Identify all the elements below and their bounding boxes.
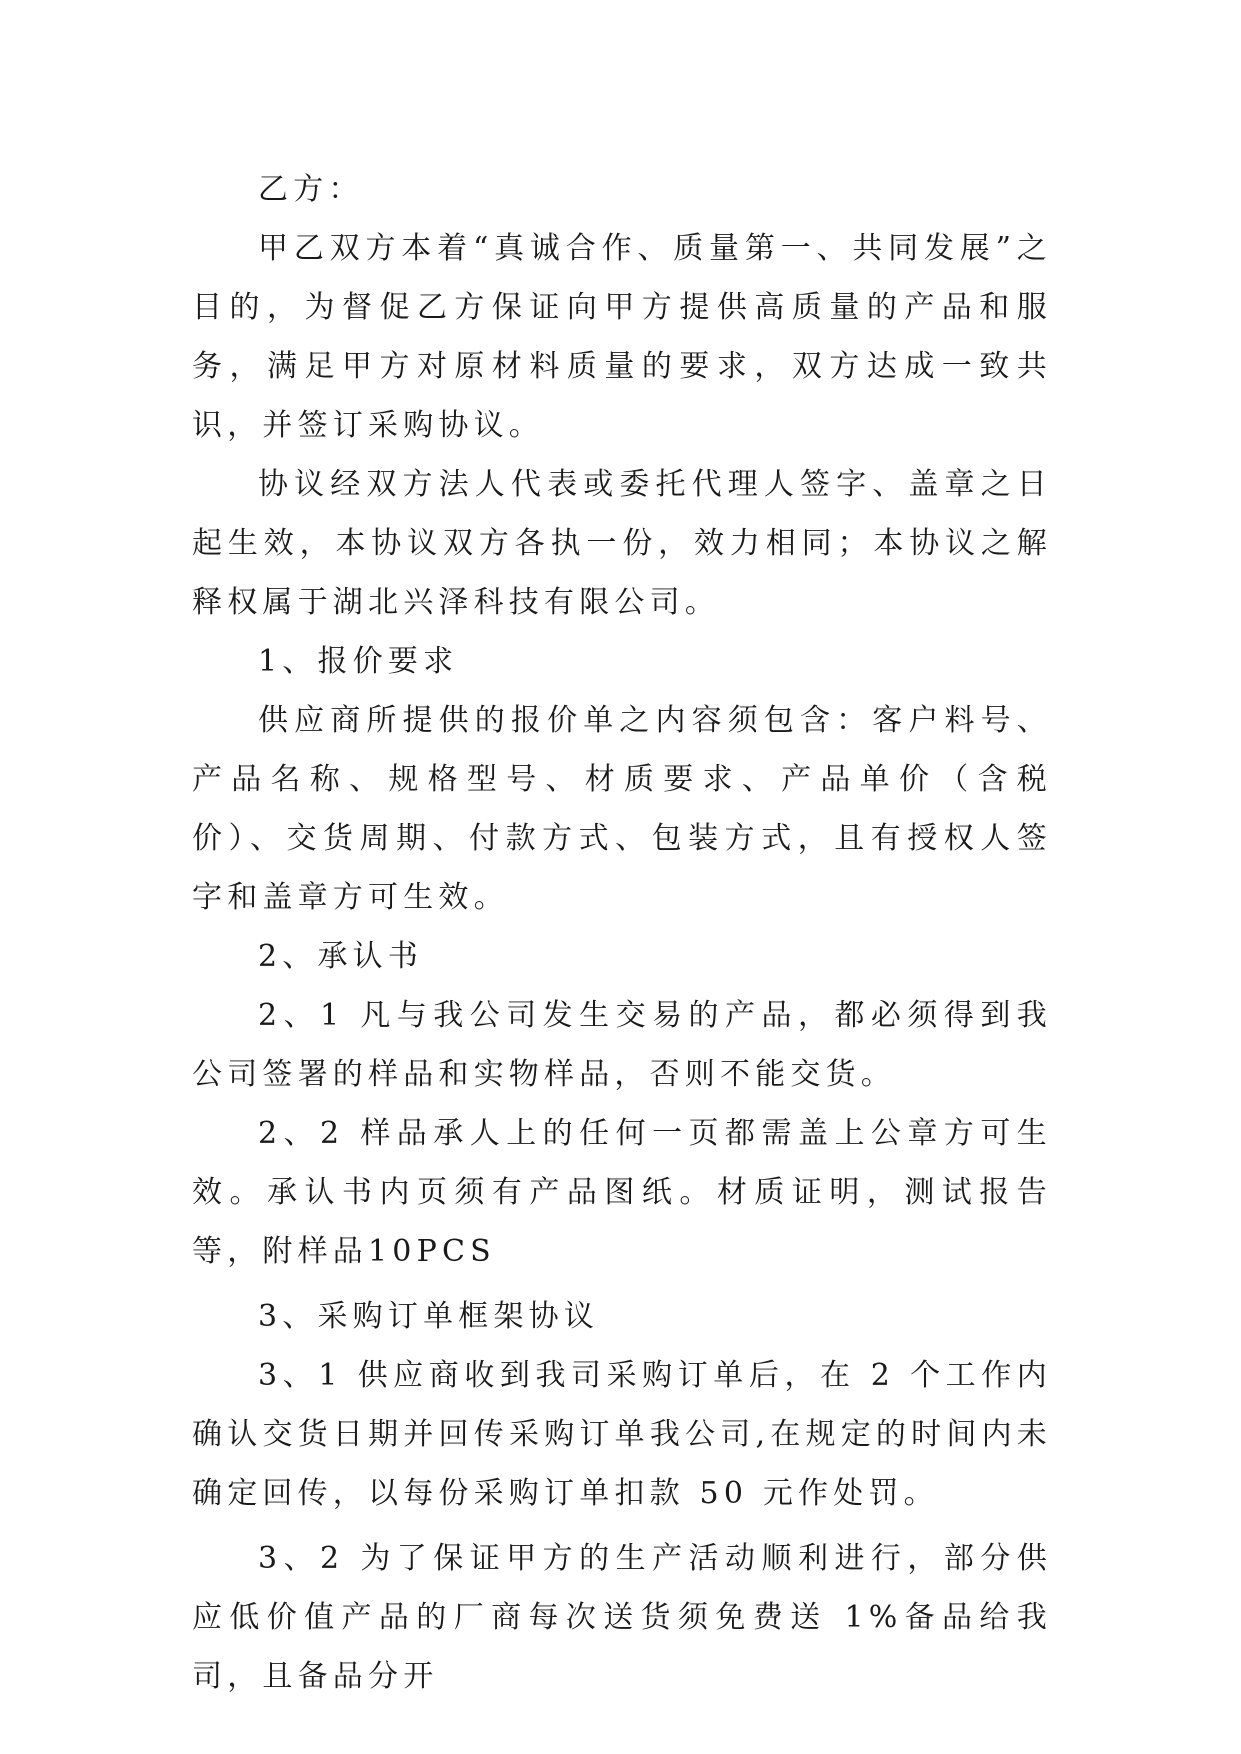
section-heading-quotation: 1、报价要求 [258,644,459,679]
paragraph-order-3-1: 3、1 供应商收到我司采购订单后，在 2 个工作内确认交货日期并回传采购订单我公司,在规定的时间内未确定回传，以每份采购订单扣款 50 元作处罚。 [192,1358,1052,1511]
document-body [192,160,1052,1706]
section-heading-approval: 2、承认书 [258,939,424,974]
paragraph-effectiveness: 协议经双方法人代表或委托代理人签字、盖章之日起生效，本协议双方各执一份，效力相同；本协议之解释权属于湖北兴泽科技有限公司。 [192,467,1052,620]
paragraph-purpose: 甲乙双方本着“真诚合作、质量第一、共同发展”之目的，为督促乙方保证向甲方提供高质量的产品和服务，满足甲方对原材料质量的要求，双方达成一致共识，并签订采购协议。 [192,231,1052,443]
paragraph-approval-2-1: 2、1 凡与我公司发生交易的产品，都必须得到我公司签署的样品和实物样品，否则不能交货。 [192,998,1052,1092]
section-heading-purchase-order: 3、采购订单框架协议 [258,1299,600,1334]
paragraph-order-3-2: 3、2 为了保证甲方的生产活动顺利进行，部分供应低价值产品的厂商每次送货须免费送 1%备品给我司，且备品分开 [192,1541,1052,1694]
paragraph-approval-2-2: 2、2 样品承人上的任何一页都需盖上公章方可生效。承认书内页须有产品图纸。材质证明，测试报告等，附样品10PCS [192,1116,1052,1269]
paragraph-quotation: 供应商所提供的报价单之内容须包含：客户料号、产品名称、规格型号、材质要求、产品单价（含税价）、交货周期、付款方式、包装方式，且有授权人签字和盖章方可生效。 [192,703,1052,915]
paragraph-party-b: 乙方： [258,172,364,207]
